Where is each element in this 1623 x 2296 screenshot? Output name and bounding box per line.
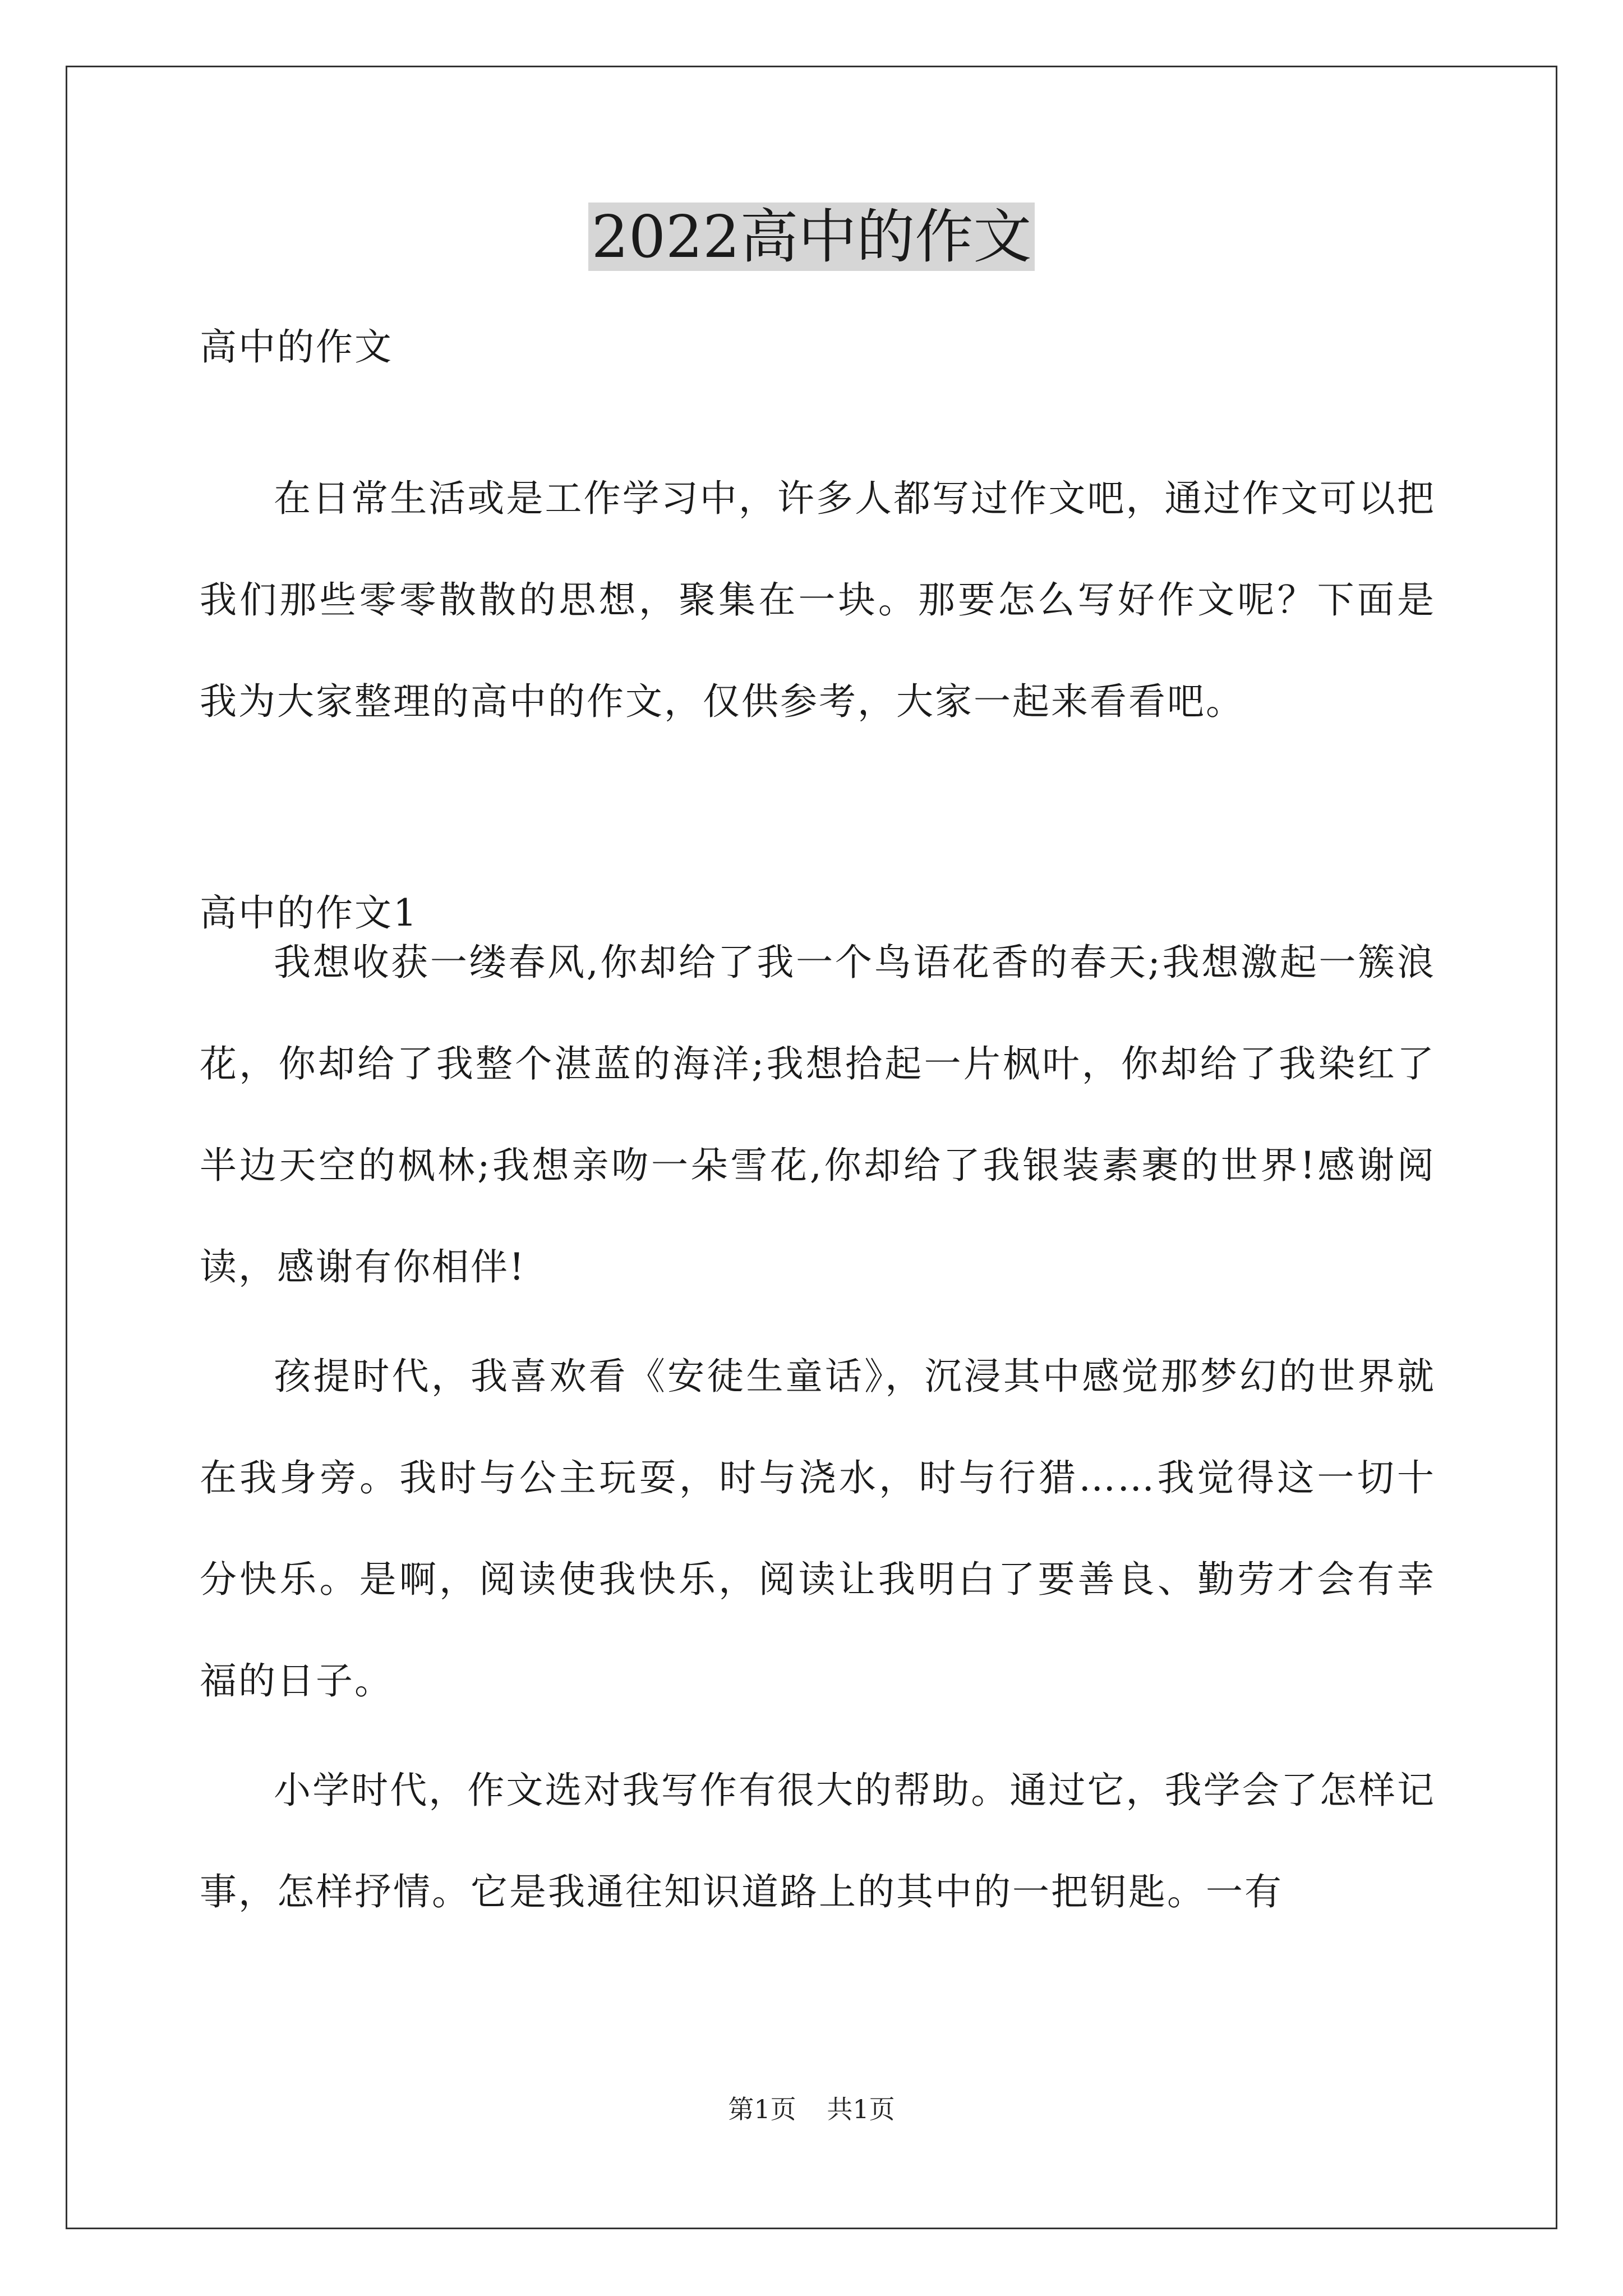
document-title — [0, 197, 1623, 276]
essay-paragraph: 小学时代，作文选对我写作有很大的帮助。通过它，我学会了怎样记事，怎样抒情。它是我通往知识道路上的其中的一把钥匙。一有 — [200, 1769, 1436, 1913]
intro-paragraph — [200, 448, 1436, 752]
section-heading-text: 高中的作文1 — [200, 891, 418, 935]
page-number: 第1页 — [728, 2094, 796, 2124]
essay-paragraph: 我想收获一缕春风,你却给了我一个鸟语花香的春天;我想激起一簇浪花，你却给了我整个湛蓝的海洋;我想拾起一片枫叶，你却给了我染红了半边天空的枫林;我想亲吻一朵雪花,你却给了我银装素裹的世界!感谢阅读，感谢有你相伴! — [200, 941, 1436, 1289]
document-subtitle — [200, 296, 1436, 398]
subtitle-text: 高中的作文 — [200, 325, 393, 369]
essay-paragraph: 孩提时代，我喜欢看《安徒生童话》，沉浸其中感觉那梦幻的世界就在我身旁。我时与公主玩耍，时与浇水，时与行猎……我觉得这一切十分快乐。是啊，阅读使我快乐，阅读让我明白了要善良、勤劳才会有幸福的日子。 — [200, 1355, 1436, 1703]
page-footer — [0, 2092, 1623, 2126]
essay-body — [200, 912, 1436, 1950]
intro-text: 在日常生活或是工作学习中，许多人都写过作文吧，通过作文可以把我们那些零零散散的思想，聚集在一块。那要怎么写好作文呢？下面是我为大家整理的高中的作文，仅供参考，大家一起来看看吧。 — [200, 477, 1436, 723]
page-total: 共1页 — [827, 2094, 895, 2124]
document-title-text: 2022高中的作文 — [588, 203, 1035, 271]
